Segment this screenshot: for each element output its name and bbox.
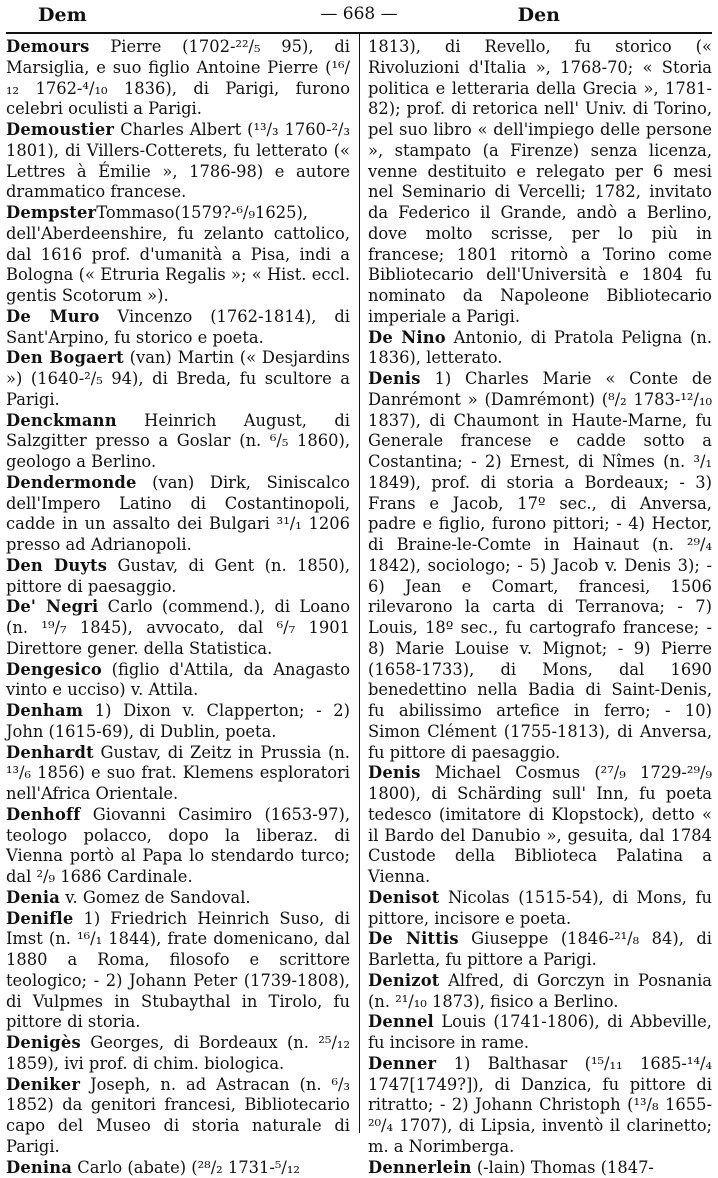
dictionary-entry	[6, 805, 350, 888]
entry-headword: Denigès	[6, 1033, 81, 1052]
entry-text: 1) Dixon v. Clapperton; - 2) John (1615-69), di Dublin, poeta.	[6, 701, 350, 741]
page-header	[0, 0, 718, 34]
entry-headword: Denhardt	[6, 743, 94, 762]
entry-headword: Deniker	[6, 1075, 80, 1094]
entry-headword: Denis	[368, 369, 421, 388]
entry-headword: Den Bogaert	[6, 348, 124, 367]
entry-headword: Dempster	[6, 203, 96, 222]
dictionary-entry	[6, 1075, 350, 1158]
entry-text: 1) Friedrich Heinrich Suso, di Imst (n. ¹⁶/₁ 1844), frate domenicano, dal 1880 a Roma, filosofo e scrittore teologico; - 2) Johann Peter (1739-1808), di Vulpmes in Stubaythal in Tirolo, fu pittore di storia.	[6, 909, 350, 1032]
entry-headword: Denckmann	[6, 411, 117, 430]
entry-text: Pierre (1702-²²/₅ 95), di Marsiglia, e suo figlio Antoine Pierre (¹⁶/₁₂ 1762-⁴/₁₀ 1836), di Parigi, furono celebri oculisti a Parigi.	[6, 37, 350, 118]
entry-headword: De Nittis	[368, 929, 459, 948]
dictionary-entry	[6, 556, 350, 598]
dictionary-entry	[368, 929, 712, 971]
header-right-guideword: Den	[518, 4, 560, 26]
dictionary-entry	[6, 120, 350, 203]
entry-text: Gustav, di Gent (n. 1850), pittore di paesaggio.	[6, 556, 350, 596]
column-divider	[359, 34, 360, 1133]
entry-text: Georges, di Bordeaux (n. ²⁵/₁₂ 1859), ivi prof. di chim. biologica.	[6, 1033, 350, 1073]
dictionary-entry	[6, 203, 350, 307]
dictionary-entry	[6, 348, 350, 410]
dictionary-entry	[6, 37, 350, 120]
entry-text: 1) Charles Marie « Conte de Danrémont » (Damrémont) (⁸/₂ 1783-¹²/₁₀ 1837), di Chaumont in Haute-Marne, fu Generale francese e cadde sotto a Costantina; - 2) Ernest, di Nîmes (n. ³/₁ 1849), prof. di storia a Bordeaux; - 3) Frans e Jacob, 17º sec., di Anversa, padre e figlio, furono pittori; - 4) Hector, di Braine-le-Comte in Hainaut (n. ²⁹/₄ 1842), sociologo; - 5) Jacob v. Denis 3); - 6) Jean e Comart, francesi, 1506 rilevarono la carta di Terranova; - 7) Louis, 18º sec., fu cartografo francese; - 8) Marie Louise v. Mignot; - 9) Pierre (1658-1733), di Mons, dal 1690 benedettino nella Badia di Saint-Denis, fu abilissimo artefice in ferro; - 10) Simon Clément (1755-1813), di Anversa, fu pittore di paesaggio.	[368, 369, 712, 762]
dictionary-entry	[368, 763, 712, 888]
left-column	[6, 37, 350, 1178]
entry-headword: Denis	[368, 763, 421, 782]
entry-text: Carlo (abate) (²⁸/₂ 1731-⁵/₁₂	[72, 1158, 300, 1177]
entry-headword: Denizot	[368, 971, 440, 990]
header-left-guideword: Dem	[38, 4, 87, 26]
entry-text: Gustav, di Zeitz in Prussia (n. ¹³/₆ 1856) e suo frat. Klemens esploratori nell'Africa Orientale.	[6, 743, 350, 804]
dictionary-entry	[368, 1054, 712, 1158]
entry-headword: Dendermonde	[6, 473, 137, 492]
dictionary-entry	[6, 411, 350, 473]
entry-headword: Dennel	[368, 1012, 434, 1031]
entry-text: Nicolas (1515-54), di Mons, fu pittore, incisore e poeta.	[368, 888, 712, 928]
entry-headword: Denina	[6, 1158, 72, 1177]
entry-headword: Denner	[368, 1054, 436, 1073]
entry-text: Giuseppe (1846-²¹/₈ 84), di Barletta, fu pittore a Parigi.	[368, 929, 712, 969]
dictionary-entry	[368, 888, 712, 930]
entry-headword: Demoustier	[6, 120, 114, 139]
dictionary-entry	[6, 660, 350, 702]
entry-text: Michael Cosmus (²⁷/₉ 1729-²⁹/₉ 1800), di Schärding sull' Inn, fu poeta tedesco (imitatore di Klopstock), detto « il Bardo del Danubio », gesuita, dal 1784 Custode della Biblioteca Palatina a Vienna.	[368, 763, 712, 886]
dictionary-entry	[368, 971, 712, 1013]
page-number: — 668 —	[0, 4, 718, 24]
entry-headword: Denham	[6, 701, 83, 720]
entry-text: Joseph, n. ad Astracan (n. ⁶/₃ 1852) da genitori francesi, Bibliotecario capo del Museo di storia naturale di Parigi.	[6, 1075, 350, 1156]
entry-headword: Demours	[6, 37, 90, 56]
entry-headword: Dengesico	[6, 660, 102, 679]
entry-headword: Denisot	[368, 888, 439, 907]
entry-headword: Denia	[6, 888, 60, 907]
entry-text: Louis (1741-1806), di Abbeville, fu incisore in rame.	[368, 1012, 712, 1052]
dictionary-entry	[6, 1033, 350, 1075]
entry-text: Charles Albert (¹³/₃ 1760-²/₃ 1801), di Villers-Cotterets, fu letterato (« Lettres à Émilie », 1786-98) e autore drammatico francese.	[6, 120, 350, 201]
dictionary-entry	[6, 597, 350, 659]
dictionary-entry	[368, 369, 712, 763]
entry-headword: De Muro	[6, 307, 100, 326]
entry-headword: Dennerlein	[368, 1158, 472, 1177]
dictionary-entry	[368, 1012, 712, 1054]
entry-text: 1813), di Revello, fu storico (« Rivoluzioni d'Italia », 1768-70; « Storia politica e letteraria della Grecia », 1781-82); prof. di retorica nell' Univ. di Torino, pel suo libro « dell'impiego delle persone », stampato (a Firenze) senza licenza, venne destituito e relegato per 6 mesi nel Seminario di Vercelli; 1782, invitato da Federico il Grande, andò a Berlino, dove molto scrisse, per lo più in francese; 1801 ritornò a Torino come Bibliotecario dell'Università e 1804 fu nominato da Napoleone Bibliotecario imperiale a Parigi.	[368, 37, 712, 326]
entry-headword: De Nino	[368, 328, 446, 347]
entry-text: Carlo (commend.), di Loano (n. ¹⁹/₇ 1845), avvocato, dal ⁶/₇ 1901 Direttore gener. della Statistica.	[6, 597, 350, 658]
entry-text: Heinrich August, di Salzgitter presso a Goslar (n. ⁶/₅ 1860), geologo a Berlino.	[6, 411, 350, 472]
entry-text: Alfred, di Gorczyn in Posnania (n. ²¹/₁₀ 1873), fisico a Berlino.	[368, 971, 712, 1011]
dictionary-entry	[368, 1158, 712, 1178]
entry-text: v. Gomez de Sandoval.	[60, 888, 251, 907]
dictionary-entry	[368, 37, 712, 328]
entry-text: Antonio, di Pratola Peligna (n. 1836), letterato.	[368, 328, 712, 368]
dictionary-entry	[368, 328, 712, 370]
entry-text: (van) Martin (« Desjardins ») (1640-²/₅ 94), di Breda, fu scultore a Parigi.	[6, 348, 350, 409]
dictionary-entry	[6, 743, 350, 805]
entry-text: Giovanni Casimiro (1653-97), teologo polacco, dopo la liberaz. di Vienna portò al Papa lo stendardo turco; dal ²/₉ 1686 Cardinale.	[6, 805, 350, 886]
dictionary-entry	[6, 909, 350, 1034]
entry-text: Vincenzo (1762-1814), di Sant'Arpino, fu storico e poeta.	[6, 307, 350, 347]
dictionary-entry	[6, 307, 350, 349]
entry-text: (van) Dirk, Siniscalco dell'Impero Latino di Costantinopoli, cadde in un assalto dei Bulgari ³¹/₁ 1206 presso ad Adrianopoli.	[6, 473, 350, 554]
entry-headword: Denhoff	[6, 805, 80, 824]
entry-text: Tommaso(1579?-⁶/₉1625), dell'Aberdeenshire, fu zelanto cattolico, dal 1616 prof. d'umanità a Pisa, indi a Bologna (« Etruria Regalis »; « Hist. eccl. gentis Scotorum »).	[6, 203, 350, 305]
dictionary-entry	[6, 701, 350, 743]
entry-headword: De' Negri	[6, 597, 98, 616]
right-column	[368, 37, 712, 1178]
entry-headword: Den Duyts	[6, 556, 107, 575]
entry-text: 1) Balthasar (¹⁵/₁₁ 1685-¹⁴/₄ 1747[1749?]), di Danzica, fu pittore di ritratto; - 2) Johann Christoph (¹³/₈ 1655-²⁰/₄ 1707), di Lipsia, inventò il clarinetto; m. a Norimberga.	[368, 1054, 712, 1156]
entry-text: (-lain) Thomas (1847-	[472, 1158, 654, 1177]
dictionary-entry	[6, 888, 350, 909]
entry-text: (figlio d'Attila, da Anagasto vinto e ucciso) v. Attila.	[6, 660, 350, 700]
entry-headword: Denifle	[6, 909, 73, 928]
dictionary-entry	[6, 473, 350, 556]
dictionary-entry	[6, 1158, 350, 1178]
